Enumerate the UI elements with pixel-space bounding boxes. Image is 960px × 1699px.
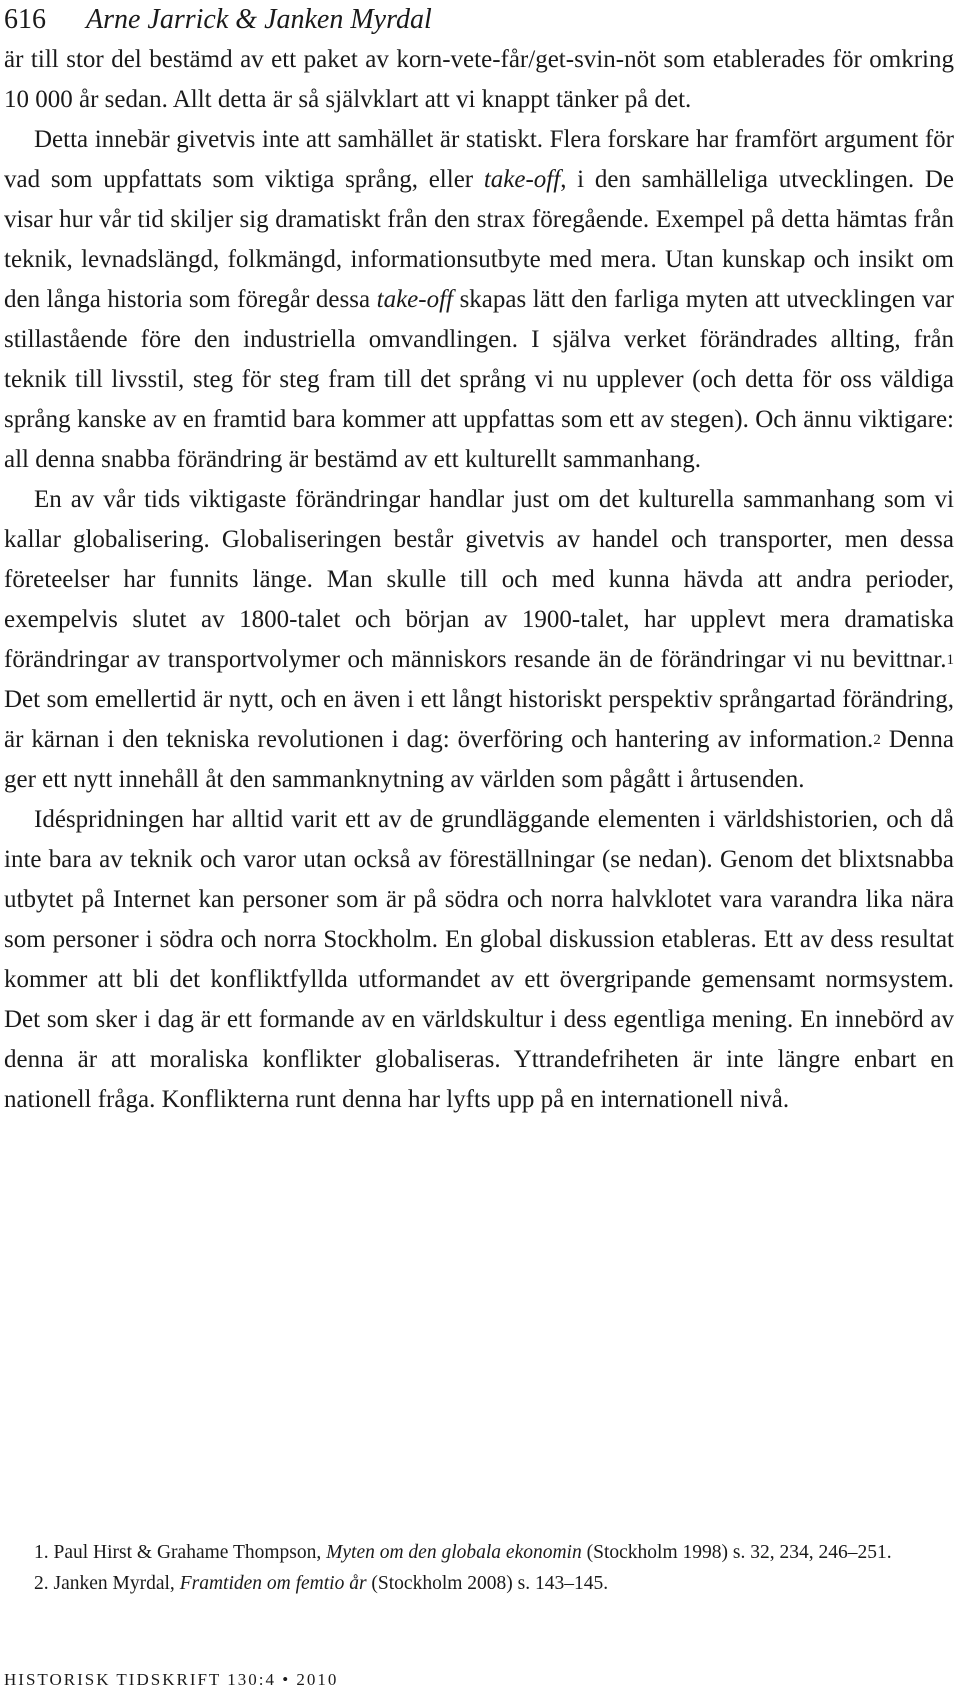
italic-run: take-off [483, 166, 561, 193]
journal-footer: HISTORISK TIDSKRIFT 130:4 • 2010 [4, 1670, 339, 1689]
text-run: Detta innebär givetvis inte att samhället är statiskt. Flera forskare har framfört argument för vad som uppfattats som viktiga språng, eller [4, 126, 954, 193]
body-text [4, 40, 954, 1120]
text-run: (Stockholm 1998) s. 32, 234, 246–251. [581, 1542, 892, 1563]
paragraph [4, 800, 954, 1120]
paragraph [4, 120, 954, 480]
running-header [4, 0, 432, 44]
footnote [4, 1568, 954, 1599]
italic-run: take-off [376, 286, 453, 313]
text-run: Denna ger ett nytt innehåll åt den sammanknytning av världen som pågått i årtusenden. [4, 726, 954, 793]
footnote-reference: 1 [946, 652, 954, 668]
text-run: (Stockholm 2008) s. 143–145. [366, 1573, 609, 1594]
text-run: Det som emellertid är nytt, och en även i ett långt historiskt perspektiv språngartad förändring, är kärnan i den tekniska revolutionen i dag: överföring och hantering av information. [4, 686, 954, 753]
footnote [4, 1537, 954, 1568]
text-run: skapas lätt den farliga myten att utvecklingen var stillastående före den industriella omvandlingen. I själva verket förändrades allting, från teknik till livsstil, steg för steg fram till det språng vi nu upplever (och detta för oss väldiga språng kanske av en framtid bara kommer att uppfattas som ett av stegen). Och ännu viktigare: all denna snabba förändring är bestämd av ett kulturellt sammanhang. [4, 286, 954, 473]
text-run: 1. Paul Hirst & Grahame Thompson, [34, 1542, 327, 1563]
running-header-authors: Arne Jarrick & Janken Myrdal [86, 4, 432, 35]
text-run: är till stor del bestämd av ett paket av korn-vete-får/get-svin-nöt som etablerades för omkring 10 000 år sedan. Allt detta är så självklart att vi knappt tänker på det. [4, 46, 954, 113]
footnote-reference: 2 [873, 732, 881, 748]
text-run: 2. Janken Myrdal, [34, 1573, 180, 1594]
text-run: , i den samhälleliga utvecklingen. De visar hur vår tid skiljer sig dramatiskt från den strax föregående. Exempel på detta hämtas från teknik, levnadslängd, folkmängd, informationsutbyte med mera. Utan kunskap och insikt om den långa historia som föregår dessa [4, 166, 954, 313]
paragraph [4, 480, 954, 800]
text-run: Idéspridningen har alltid varit ett av de grundläggande elementen i världshistorien, och då inte bara av teknik och varor utan också av föreställningar (se nedan). Genom det blixtsnabba utbytet på Internet kan personer som är på södra och norra halvklotet vara varandra lika nära som personer i södra och norra Stockholm. En global diskussion etableras. Ett av dess resultat kommer att bli det konfliktfyllda utformandet av ett övergripande gemensamt normsystem. Det som sker i dag är ett formande av en världskultur i dess egentliga mening. En innebörd av denna är att moraliska konflikter globaliseras. Yttrandefriheten är inte längre enbart en nationell fråga. Konflikterna runt denna har lyfts upp på en internationell nivå. [4, 806, 954, 1113]
footnotes [4, 1537, 954, 1599]
italic-run: Myten om den globala ekonomin [326, 1542, 582, 1563]
text-run: En av vår tids viktigaste förändringar handlar just om det kulturella sammanhang som vi kallar globalisering. Globaliseringen består givetvis av handel och transporter, men dessa företeelser har funnits länge. Man skulle till och med kunna hävda att andra perioder, exempelvis slutet av 1800-talet och början av 1900-talet, har upplevt mera dramatiska förändringar av transportvolymer och människors resande än de förändringar vi nu bevittnar. [4, 486, 954, 673]
page-number: 616 [4, 4, 46, 35]
italic-run: Framtiden om femtio år [179, 1573, 367, 1594]
paragraph [4, 40, 954, 120]
